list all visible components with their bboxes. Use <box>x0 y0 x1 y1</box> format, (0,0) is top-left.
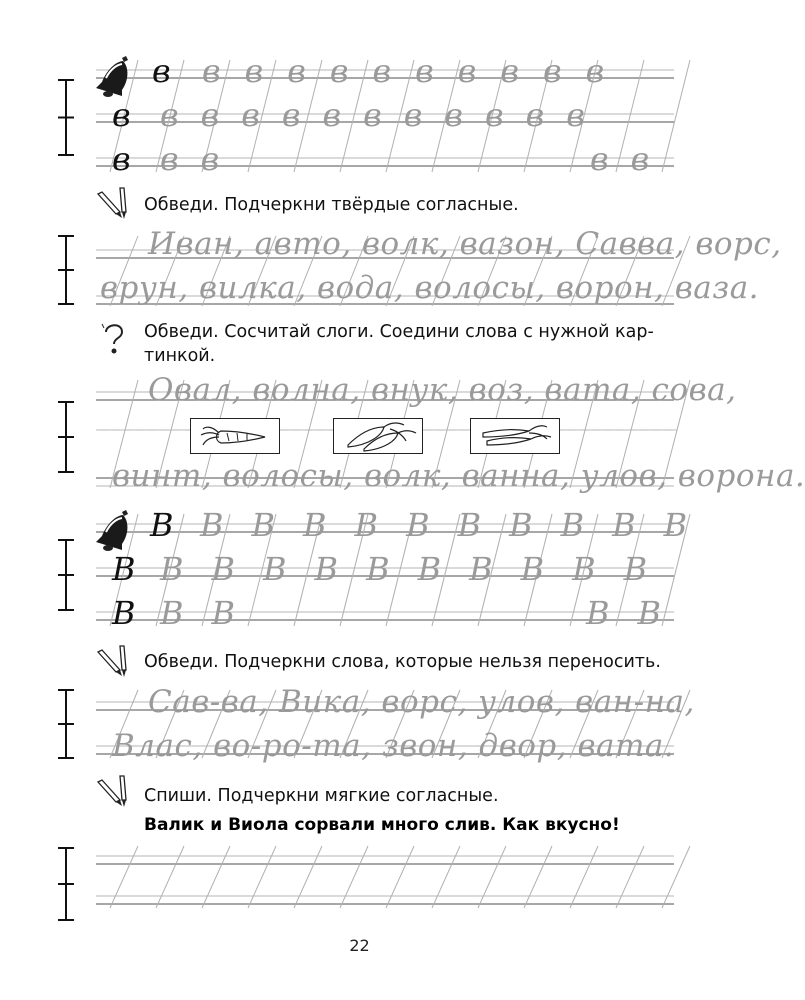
picture-box-3 <box>470 418 560 454</box>
task2-trace-line-2: винт, волосы, волк, ванна, улов, ворона. <box>112 458 805 494</box>
letter-row-3-right: вв <box>590 140 672 178</box>
task2-instruction-line-1: Обведи. Сосчитай слоги. Соедини слова с нужной кар- <box>144 322 654 342</box>
bell-icon <box>92 508 142 554</box>
task4-sample-sentence: Валик и Виола сорвали много слив. Как вкусно! <box>144 815 620 835</box>
letter-row-1-first: в <box>152 52 172 90</box>
page-number: 22 <box>349 936 370 955</box>
slant-line <box>432 846 460 908</box>
capital-row-2: ВВВВВВВВВВ <box>160 550 676 588</box>
slant-line <box>202 846 230 908</box>
slant-line <box>110 846 138 908</box>
capital-row-2-first: В <box>112 550 137 588</box>
carrots-icon <box>334 419 422 453</box>
question-icon <box>100 322 130 356</box>
slant-line <box>616 846 644 908</box>
letter-row-3-first: в <box>112 140 132 178</box>
letter-row-2-first: в <box>112 96 132 134</box>
picture-box-1 <box>190 418 280 454</box>
task4-instruction: Спиши. Подчеркни мягкие согласные. <box>144 786 499 806</box>
letter-row-3-left: вв <box>160 140 242 178</box>
capital-row-3-left: ВВ <box>160 594 264 632</box>
slant-line <box>662 846 690 908</box>
task2-trace-line-1: Овал, волна, внук, воз, вата, сова, <box>148 372 737 408</box>
slant-line <box>340 846 368 908</box>
task3-instruction: Обведи. Подчеркни слова, которые нельзя переносить. <box>144 652 661 672</box>
carrots-icon <box>471 419 559 453</box>
capital-row-3-first: В <box>112 594 137 632</box>
picture-box-2 <box>333 418 423 454</box>
slant-line <box>524 846 552 908</box>
letter-row-2: ввввввввввв <box>160 96 607 134</box>
task3-trace-line-2: Влас, во-ро-та, звон, двор, вата. <box>112 728 675 764</box>
pencils-icon <box>94 644 134 678</box>
capital-row-1-first: В <box>150 506 175 544</box>
bell-icon <box>92 54 142 100</box>
task2-instruction-line-2: тинкой. <box>144 346 216 366</box>
slant-line <box>156 846 184 908</box>
slant-line <box>386 846 414 908</box>
capital-row-1: ВВВВВВВВВВ <box>200 506 716 544</box>
slant-line <box>478 846 506 908</box>
task1-trace-line-1: Иван, авто, волк, вазон, Савва, ворс, <box>148 226 782 262</box>
carrot-icon <box>191 419 279 453</box>
task1-instruction: Обведи. Подчеркни твёрдые согласные. <box>144 195 519 215</box>
pencils-icon <box>94 774 134 808</box>
slant-line <box>294 846 322 908</box>
task3-trace-line-1: Сав-ва, Вика, ворс, улов, ван-на, <box>148 684 695 720</box>
slant-line <box>248 846 276 908</box>
pencils-icon <box>94 186 134 220</box>
slant-line <box>570 846 598 908</box>
letter-row-1: вввввввввв <box>202 52 629 90</box>
capital-row-3-right: ВВ <box>586 594 690 632</box>
task1-trace-line-2: врун, вилка, вода, волосы, ворон, ваза. <box>100 270 760 306</box>
